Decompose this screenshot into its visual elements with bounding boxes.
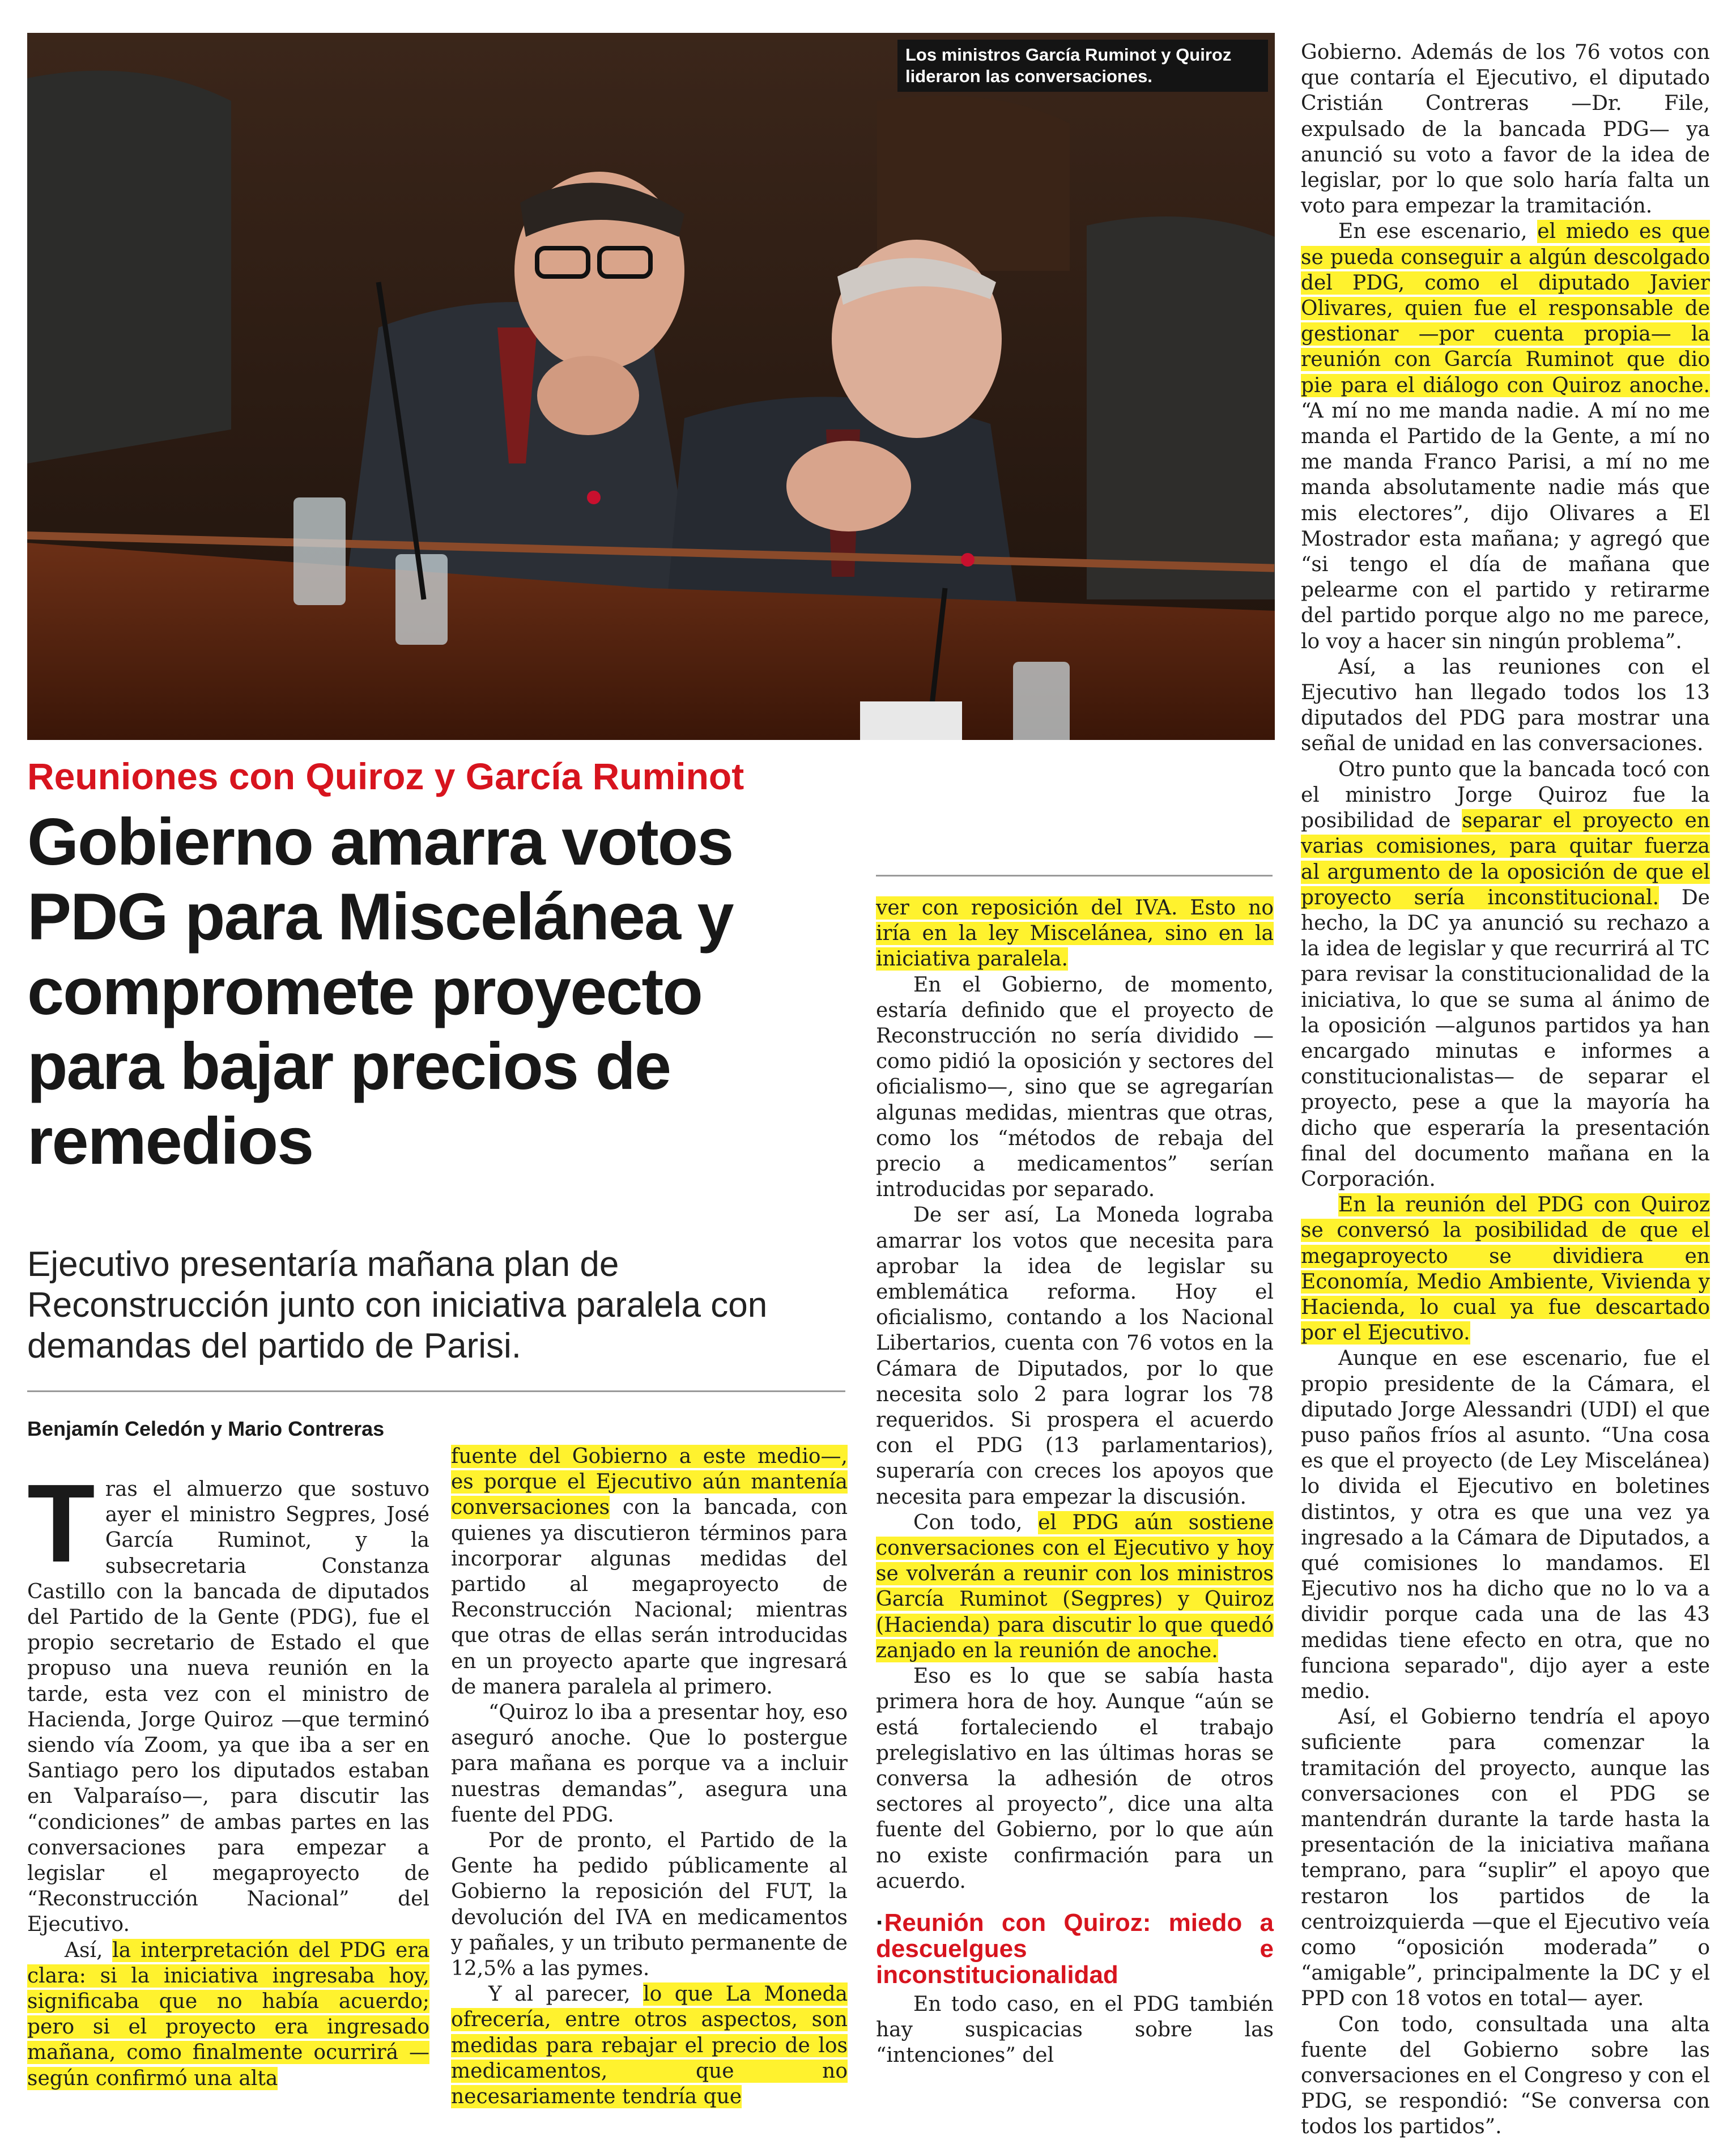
paragraph: Eso es lo que se sabía hasta primera hora de hoy. Aunque “aún se está fortaleciendo el trabajo prelegislativo en las últimas horas se conversa la adhesión de otros sectores al proyecto”, dice una alta fuente del Gobierno, por lo que aún no existe confirmación para un acuerdo. <box>876 1665 1274 1893</box>
photo-illustration <box>27 33 1275 740</box>
photo-caption: Los ministros García Ruminot y Quiroz lideraron las conversaciones. <box>897 40 1268 92</box>
byline: Benjamín Celedón y Mario Contreras <box>27 1417 385 1440</box>
paragraph: Por de pronto, el Partido de la Gente ha pedido públicamente al Gobierno la reposición del FUT, la devolución del IVA en medicamentos y pañales, y un tributo permanente de 12,5% a las pymes. <box>451 1829 848 1981</box>
paragraph: Así, el Gobierno tendría el apoyo suficiente para comenzar la tramitación del proyecto, aunque las conversaciones con el PDG se mantendrán durante la tarde hasta la presentación de la iniciativa mañana temprano, para “suplir” el apoyo que restaron los partidos de la centroizquierda —que el Ejecutivo veía como “oposición moderada” o “amigable”, principalmente la DC y el PPD con 18 votos en total— ayer. <box>1301 1705 1710 2011</box>
body-column-4 <box>1301 40 1710 2140</box>
highlight: ver con reposición del IVA. Esto no iría en la ley Miscelánea, sino en la iniciativa paralela. <box>876 896 1274 971</box>
highlight: En la reunión del PDG con Quiroz se conversó la posibilidad de que el megaproyecto se dividiera en Economía, Medio Ambiente, Vivienda y Hacienda, lo cual ya fue descartado por el Ejecutivo. <box>1301 1193 1710 1345</box>
paragraph <box>1301 1192 1710 1346</box>
subhead-marker: · <box>876 1908 884 1937</box>
paragraph: Y al parecer, lo que La Moneda ofrecería, entre otros aspectos, son medidas para rebajar el precio de los medicamentos, que no necesariamente tendría que <box>451 1982 848 2109</box>
article-photo <box>27 33 1275 740</box>
paragraph: Así, a las reuniones con el Ejecutivo han llegado todos los 13 diputados del PDG para mostrar una señal de unidad en las conversaciones. <box>1301 655 1710 756</box>
headline: Gobierno amarra votos PDG para Miscelánea y compromete proyecto para bajar precios de remedios <box>27 805 733 1178</box>
highlight: el PDG aún sostiene conversaciones con el Ejecutivo y hoy se volverán a reunir con los ministros García Ruminot (Segpres) y Quiroz (Hacienda) para discutir lo que quedó zanjado en la reunión de anoche. <box>876 1511 1274 1662</box>
drop-cap: T <box>27 1461 95 1585</box>
paragraph: Con todo, consultada una alta fuente del Gobierno sobre las conversaciones en el Congreso y con el PDG, se respondió: “Se conversa con todos los partidos”. <box>1301 2013 1710 2139</box>
highlight: fuente del Gobierno a este medio—, es porque el Ejecutivo aún mantenía conversaciones <box>451 1445 848 1520</box>
paragraph <box>876 895 1274 972</box>
paragraph: En todo caso, en el PDG también hay suspicacias sobre las “intenciones” del <box>876 1992 1274 2067</box>
deck: Ejecutivo presentaría mañana plan de Reconstrucción junto con iniciativa paralela con demandas del partido de Parisi. <box>27 1245 768 1365</box>
paragraph: Con todo, el PDG aún sostiene conversaciones con el Ejecutivo y hoy se volverán a reunir con los ministros García Ruminot (Segpres) y Quiroz (Hacienda) para discutir lo que quedó zanjado en la reunión de anoche. <box>876 1511 1274 1662</box>
paragraph: De ser así, La Moneda lograba amarrar los votos que necesita para aprobar la idea de legislar su emblemática reforma. Hoy el oficialismo, contando a los Nacional Libertarios, cuenta con 76 votos en la Cámara de Diputados, por lo que necesita solo 2 para lograr los 78 requeridos. Si prospera el acuerdo con el PDG (13 parlamentarios), superaría con creces los apoyos que necesita para empezar la discusión. <box>876 1203 1274 1509</box>
paragraph: En el Gobierno, de momento, estaría definido que el proyecto de Reconstrucción no sería dividido —como pidió la oposición y sectores del oficialismo—, sino que se agregarían algunas medidas, mientras que otras, como los “métodos de rebaja del precio a medicamentos” serían introducidas por separado. <box>876 973 1274 1202</box>
highlight: lo que La Moneda ofrecería, entre otros aspectos, son medidas para rebajar el precio de los medicamentos, que no necesariamente tendría que <box>451 1982 848 2109</box>
highlight: la interpretación del PDG era clara: si la iniciativa ingresaba hoy, significaba que no había acuerdo; pero si el proyecto era ingresado mañana, como finalmente ocurrirá —según confirmó una alta <box>27 1938 430 2090</box>
column-rule <box>876 875 1273 877</box>
body-column-3 <box>876 895 1274 2069</box>
section-subhead: ·Reunión con Quiroz: miedo a descuelgues e inconstitucionalidad <box>876 1908 1274 1989</box>
body-column-1 <box>27 1461 430 2091</box>
highlight: separar el proyecto en varias comisiones, para quitar fuerza al argumento de la oposición de que el proyecto sería inconstitucional. <box>1301 809 1710 909</box>
body-column-2 <box>451 1444 848 2109</box>
paragraph: Otro punto que la bancada tocó con el ministro Jorge Quiroz fue la posibilidad de separar el proyecto en varias comisiones, para quitar fuerza al argumento de la oposición de que el proyecto sería inconstitucional. De hecho, la DC ya anunció su rechazo a la idea de legislar y que recurrirá al TC para revisar la constitucionalidad de la iniciativa, lo que se suma al ánimo de la oposición —algunos partidos ya han encargado minutas e informes a constitucionalistas— de separar el proyecto, pese a que la mayoría ha dicho que esperaría la presentación final del documento mañana en la Corporación. <box>1301 758 1710 1191</box>
paragraph: Así, la interpretación del PDG era clara: si la iniciativa ingresaba hoy, significaba que no había acuerdo; pero si el proyecto era ingresado mañana, como finalmente ocurrirá —según confirmó una alta <box>27 1938 430 2090</box>
paragraph: Gobierno. Además de los 76 votos con que contaría el Ejecutivo, el diputado Cristián Contreras —Dr. File, expulsado de la bancada PDG— ya anunció su voto a favor de la idea de legislar, por lo que solo haría falta un voto para empezar la tramitación. <box>1301 41 1710 218</box>
paragraph: fuente del Gobierno a este medio—, es porque el Ejecutivo aún mantenía conversaciones con la bancada, con quienes ya discutieron términos para incorporar algunas medidas del partido al megaproyecto de Reconstrucción Nacional; mientras que otras de ellas serán introducidas en un proyecto aparte que ingresará de manera paralela al primero. <box>451 1445 848 1699</box>
paragraph: En ese escenario, el miedo es que se pueda conseguir a algún descolgado del PDG, como el diputado Javier Olivares, quien fue el responsable de gestionar —por cuenta propia— la reunión con García Ruminot que dio pie para el diálogo con Quiroz anoche. “A mí no me manda nadie. A mí no me manda el Partido de la Gente, a mí no me manda Franco Parisi, a mí no me manda absolutamente nadie más que mis electores”, dijo Olivares a El Mostrador esta mañana; y agregó que “si tengo el día de mañana que pelearme con el partido y retirarme del partido porque algo no me parece, lo voy a hacer sin ningún problema”. <box>1301 220 1710 653</box>
paragraph: “Quiroz lo iba a presentar hoy, eso aseguró anoche. Que lo postergue para mañana es porque va a incluir nuestras demandas”, asegura una fuente del PDG. <box>451 1701 848 1827</box>
paragraph: Tras el almuerzo que sostuvo ayer el ministro Segpres, José García Ruminot, y la subsecretaria Constanza Castillo con la bancada de diputados del Partido de la Gente (PDG), fue el propio secretario de Estado el que propuso una nueva reunión en la tarde, esta vez con el ministro de Hacienda, Jorge Quiroz —que terminó siendo vía Zoom, ya que iba a ser en Santiago pero los diputados estaban en Valparaíso—, para discutir las “condiciones” de ambas partes en las conversaciones para empezar a legislar el megaproyecto de “Reconstrucción Nacional” del Ejecutivo. <box>27 1461 429 1937</box>
kicker: Reuniones con Quiroz y García Ruminot <box>27 755 744 797</box>
highlight: el miedo es que se pueda conseguir a algún descolgado del PDG, como el diputado Javier Olivares, quien fue el responsable de gestionar —por cuenta propia— la reunión con García Ruminot que dio pie para el diálogo con Quiroz anoche. <box>1301 220 1710 397</box>
paragraph: Aunque en ese escenario, fue el propio presidente de la Cámara, el diputado Jorge Alessandri (UDI) el que puso paños fríos al asunto. “Una cosa es que el proyecto (de Ley Miscelánea) lo divida el Ejecutivo en boletines distintos, y otra es que una vez ya ingresado a la Cámara de Diputados, a qué comisiones lo mandamos. El Ejecutivo nos ha dicho que no lo va a dividir porque cada una de las 43 medidas tiene efecto en otra, que no funciona separado", dijo ayer a este medio. <box>1301 1347 1710 1703</box>
deck-rule <box>27 1390 845 1392</box>
